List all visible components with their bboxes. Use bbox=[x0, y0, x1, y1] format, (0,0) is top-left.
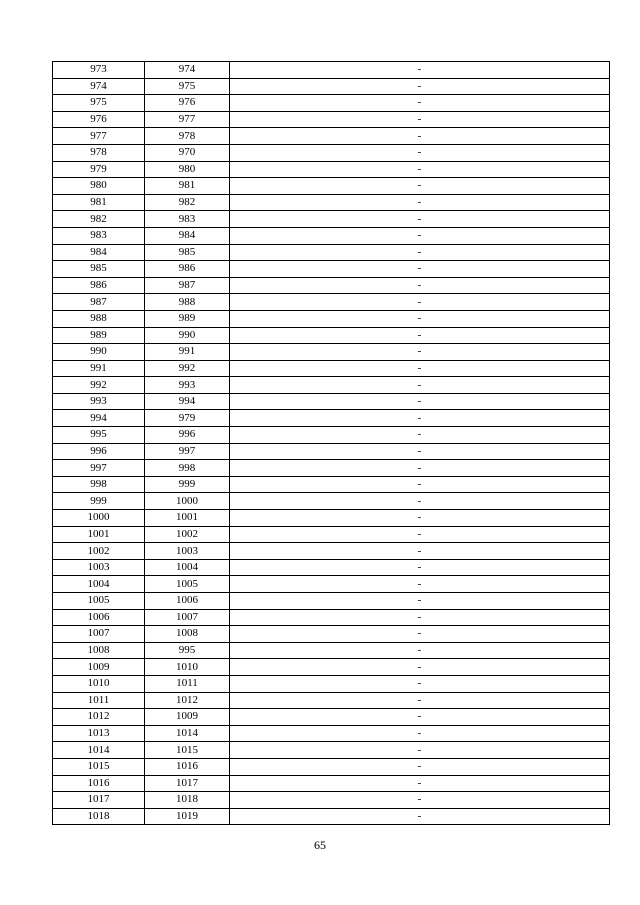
table-cell-col2: 1015 bbox=[145, 742, 230, 759]
table-cell-col3: - bbox=[230, 692, 610, 709]
table-cell-col2: 1002 bbox=[145, 526, 230, 543]
table-cell-col1: 1004 bbox=[53, 576, 145, 593]
table-cell-col1: 992 bbox=[53, 377, 145, 394]
table-row bbox=[53, 675, 610, 692]
table-cell-col3: - bbox=[230, 559, 610, 576]
table-row bbox=[53, 310, 610, 327]
table-row bbox=[53, 460, 610, 477]
table-cell-col1: 1018 bbox=[53, 808, 145, 825]
table-cell-col3: - bbox=[230, 310, 610, 327]
table-cell-col2: 977 bbox=[145, 111, 230, 128]
table-cell-col1: 973 bbox=[53, 62, 145, 79]
table-cell-col2: 1018 bbox=[145, 792, 230, 809]
table-cell-col3: - bbox=[230, 775, 610, 792]
table-cell-col3: - bbox=[230, 261, 610, 278]
table-cell-col1: 1017 bbox=[53, 792, 145, 809]
table-row bbox=[53, 576, 610, 593]
table-cell-col3: - bbox=[230, 543, 610, 560]
table-row bbox=[53, 559, 610, 576]
table-cell-col2: 995 bbox=[145, 642, 230, 659]
table-cell-col3: - bbox=[230, 675, 610, 692]
table-row bbox=[53, 227, 610, 244]
table-cell-col2: 990 bbox=[145, 327, 230, 344]
table-cell-col3: - bbox=[230, 78, 610, 95]
table-cell-col1: 1002 bbox=[53, 543, 145, 560]
table-cell-col1: 1014 bbox=[53, 742, 145, 759]
table-cell-col2: 974 bbox=[145, 62, 230, 79]
table-cell-col3: - bbox=[230, 128, 610, 145]
table-cell-col2: 1019 bbox=[145, 808, 230, 825]
table-cell-col2: 983 bbox=[145, 211, 230, 228]
table-cell-col2: 982 bbox=[145, 194, 230, 211]
table-row bbox=[53, 692, 610, 709]
table-cell-col1: 988 bbox=[53, 310, 145, 327]
table-row bbox=[53, 294, 610, 311]
table-cell-col3: - bbox=[230, 227, 610, 244]
table-cell-col2: 980 bbox=[145, 161, 230, 178]
table-cell-col3: - bbox=[230, 194, 610, 211]
table-cell-col3: - bbox=[230, 742, 610, 759]
table-cell-col3: - bbox=[230, 244, 610, 261]
table-cell-col2: 978 bbox=[145, 128, 230, 145]
data-table bbox=[52, 61, 610, 825]
table-cell-col2: 985 bbox=[145, 244, 230, 261]
table-cell-col1: 989 bbox=[53, 327, 145, 344]
table-cell-col1: 991 bbox=[53, 360, 145, 377]
table-cell-col1: 977 bbox=[53, 128, 145, 145]
table-cell-col2: 1006 bbox=[145, 593, 230, 610]
table-row bbox=[53, 327, 610, 344]
table-row bbox=[53, 194, 610, 211]
table-cell-col1: 985 bbox=[53, 261, 145, 278]
table-cell-col3: - bbox=[230, 493, 610, 510]
table-cell-col2: 996 bbox=[145, 427, 230, 444]
table-cell-col2: 970 bbox=[145, 144, 230, 161]
table-cell-col3: - bbox=[230, 111, 610, 128]
table-row bbox=[53, 161, 610, 178]
table-cell-col3: - bbox=[230, 211, 610, 228]
table-row bbox=[53, 792, 610, 809]
table-cell-col2: 1000 bbox=[145, 493, 230, 510]
table-cell-col1: 986 bbox=[53, 277, 145, 294]
table-row bbox=[53, 642, 610, 659]
table-row bbox=[53, 609, 610, 626]
table-cell-col2: 991 bbox=[145, 344, 230, 361]
table-row bbox=[53, 344, 610, 361]
table-cell-col1: 981 bbox=[53, 194, 145, 211]
table-cell-col2: 993 bbox=[145, 377, 230, 394]
table-cell-col2: 975 bbox=[145, 78, 230, 95]
table-cell-col1: 997 bbox=[53, 460, 145, 477]
table-cell-col2: 1009 bbox=[145, 709, 230, 726]
table-cell-col3: - bbox=[230, 476, 610, 493]
table-row bbox=[53, 593, 610, 610]
table-cell-col2: 979 bbox=[145, 410, 230, 427]
table-cell-col1: 1001 bbox=[53, 526, 145, 543]
table-cell-col1: 1015 bbox=[53, 758, 145, 775]
table-cell-col1: 990 bbox=[53, 344, 145, 361]
table-cell-col2: 1003 bbox=[145, 543, 230, 560]
table-cell-col2: 1005 bbox=[145, 576, 230, 593]
table-cell-col3: - bbox=[230, 144, 610, 161]
table-cell-col3: - bbox=[230, 725, 610, 742]
table-cell-col1: 1010 bbox=[53, 675, 145, 692]
table-cell-col2: 1017 bbox=[145, 775, 230, 792]
table-cell-col1: 980 bbox=[53, 178, 145, 195]
table-cell-col2: 999 bbox=[145, 476, 230, 493]
table-cell-col2: 994 bbox=[145, 393, 230, 410]
table-cell-col3: - bbox=[230, 344, 610, 361]
table-cell-col1: 979 bbox=[53, 161, 145, 178]
table-cell-col1: 999 bbox=[53, 493, 145, 510]
table-row bbox=[53, 277, 610, 294]
table-cell-col1: 998 bbox=[53, 476, 145, 493]
table-row bbox=[53, 626, 610, 643]
table-row bbox=[53, 526, 610, 543]
table-row bbox=[53, 510, 610, 527]
table-cell-col2: 1014 bbox=[145, 725, 230, 742]
table-cell-col3: - bbox=[230, 576, 610, 593]
table-cell-col1: 1005 bbox=[53, 593, 145, 610]
table-cell-col2: 1001 bbox=[145, 510, 230, 527]
table-cell-col3: - bbox=[230, 626, 610, 643]
table-body bbox=[53, 62, 610, 825]
table-cell-col3: - bbox=[230, 277, 610, 294]
table-row bbox=[53, 78, 610, 95]
table-cell-col1: 1011 bbox=[53, 692, 145, 709]
table-row bbox=[53, 543, 610, 560]
table-cell-col1: 983 bbox=[53, 227, 145, 244]
table-cell-col3: - bbox=[230, 393, 610, 410]
table-cell-col2: 1004 bbox=[145, 559, 230, 576]
table-row bbox=[53, 377, 610, 394]
table-cell-col1: 1007 bbox=[53, 626, 145, 643]
table-cell-col1: 1008 bbox=[53, 642, 145, 659]
table-cell-col2: 1010 bbox=[145, 659, 230, 676]
table-cell-col2: 1011 bbox=[145, 675, 230, 692]
table-cell-col2: 981 bbox=[145, 178, 230, 195]
table-cell-col1: 1009 bbox=[53, 659, 145, 676]
table-row bbox=[53, 393, 610, 410]
table-cell-col1: 1012 bbox=[53, 709, 145, 726]
table-cell-col1: 974 bbox=[53, 78, 145, 95]
table-cell-col3: - bbox=[230, 609, 610, 626]
table-cell-col2: 989 bbox=[145, 310, 230, 327]
table-cell-col2: 1016 bbox=[145, 758, 230, 775]
table-cell-col1: 976 bbox=[53, 111, 145, 128]
table-cell-col1: 978 bbox=[53, 144, 145, 161]
table-cell-col3: - bbox=[230, 178, 610, 195]
table-cell-col3: - bbox=[230, 427, 610, 444]
table-cell-col3: - bbox=[230, 360, 610, 377]
table-row bbox=[53, 62, 610, 79]
table-row bbox=[53, 742, 610, 759]
table-row bbox=[53, 360, 610, 377]
table-cell-col3: - bbox=[230, 642, 610, 659]
table-cell-col3: - bbox=[230, 709, 610, 726]
table-cell-col1: 995 bbox=[53, 427, 145, 444]
table-cell-col2: 984 bbox=[145, 227, 230, 244]
table-cell-col3: - bbox=[230, 377, 610, 394]
table-cell-col3: - bbox=[230, 95, 610, 112]
table-cell-col2: 1012 bbox=[145, 692, 230, 709]
table-row bbox=[53, 95, 610, 112]
table-cell-col2: 976 bbox=[145, 95, 230, 112]
table-row bbox=[53, 443, 610, 460]
table-cell-col3: - bbox=[230, 792, 610, 809]
table-cell-col3: - bbox=[230, 758, 610, 775]
table-row bbox=[53, 493, 610, 510]
table-cell-col2: 1008 bbox=[145, 626, 230, 643]
table-cell-col1: 1016 bbox=[53, 775, 145, 792]
table-cell-col1: 987 bbox=[53, 294, 145, 311]
table-cell-col2: 997 bbox=[145, 443, 230, 460]
table-cell-col3: - bbox=[230, 593, 610, 610]
table-row bbox=[53, 128, 610, 145]
table-cell-col1: 1006 bbox=[53, 609, 145, 626]
table-cell-col3: - bbox=[230, 294, 610, 311]
table-row bbox=[53, 144, 610, 161]
table-row bbox=[53, 659, 610, 676]
table-row bbox=[53, 211, 610, 228]
table-cell-col3: - bbox=[230, 659, 610, 676]
table-cell-col2: 987 bbox=[145, 277, 230, 294]
table-cell-col1: 994 bbox=[53, 410, 145, 427]
table-row bbox=[53, 178, 610, 195]
page-number: 65 bbox=[314, 838, 326, 852]
table-cell-col1: 984 bbox=[53, 244, 145, 261]
table-row bbox=[53, 808, 610, 825]
table-cell-col3: - bbox=[230, 410, 610, 427]
table-row bbox=[53, 725, 610, 742]
table-cell-col3: - bbox=[230, 327, 610, 344]
table-cell-col2: 1007 bbox=[145, 609, 230, 626]
table-cell-col3: - bbox=[230, 62, 610, 79]
table-row bbox=[53, 410, 610, 427]
table-cell-col3: - bbox=[230, 161, 610, 178]
table-cell-col2: 992 bbox=[145, 360, 230, 377]
table-cell-col3: - bbox=[230, 526, 610, 543]
table-cell-col2: 988 bbox=[145, 294, 230, 311]
table-row bbox=[53, 111, 610, 128]
table-row bbox=[53, 476, 610, 493]
table-cell-col2: 986 bbox=[145, 261, 230, 278]
table-cell-col3: - bbox=[230, 460, 610, 477]
table-cell-col1: 982 bbox=[53, 211, 145, 228]
table-cell-col1: 996 bbox=[53, 443, 145, 460]
table-row bbox=[53, 244, 610, 261]
table-row bbox=[53, 709, 610, 726]
table-cell-col1: 975 bbox=[53, 95, 145, 112]
table-cell-col3: - bbox=[230, 443, 610, 460]
table-cell-col1: 993 bbox=[53, 393, 145, 410]
table-row bbox=[53, 775, 610, 792]
table-cell-col1: 1003 bbox=[53, 559, 145, 576]
table-cell-col1: 1000 bbox=[53, 510, 145, 527]
table-cell-col3: - bbox=[230, 510, 610, 527]
table-row bbox=[53, 261, 610, 278]
table-row bbox=[53, 758, 610, 775]
table-cell-col1: 1013 bbox=[53, 725, 145, 742]
table-cell-col2: 998 bbox=[145, 460, 230, 477]
table-row bbox=[53, 427, 610, 444]
table-cell-col3: - bbox=[230, 808, 610, 825]
